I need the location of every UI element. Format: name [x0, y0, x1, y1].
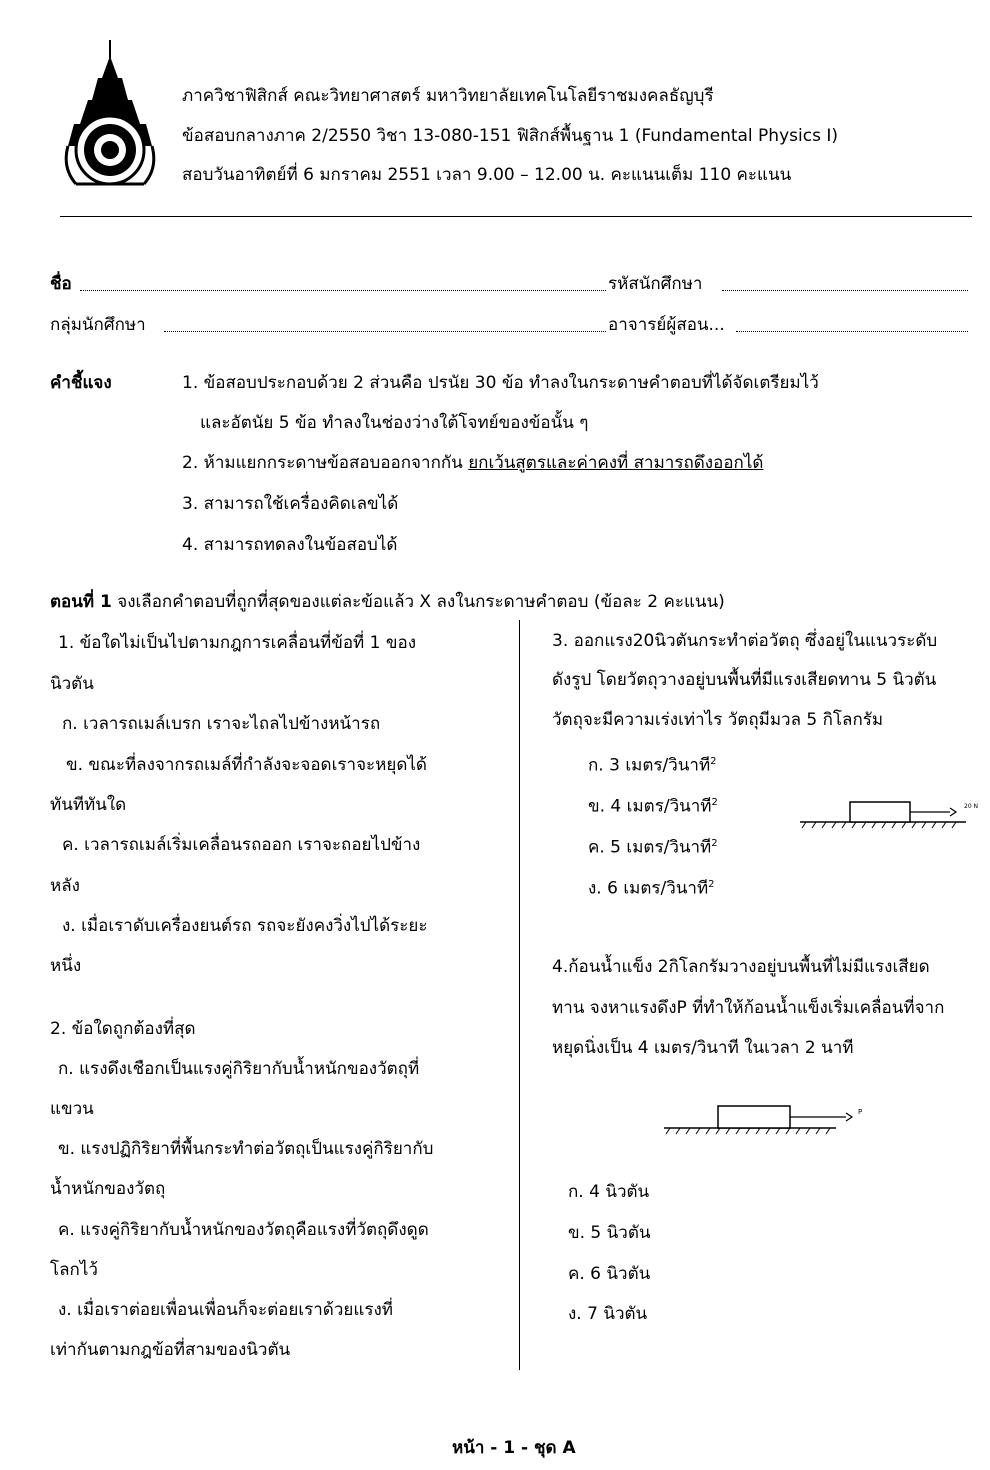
q1-option-d: ง. เมื่อเราดับเครื่องยนต์รถ รถจะยังคงวิ่งไปได้ระยะ — [62, 916, 428, 936]
instruction-item-2-text: 2. ห้ามแยกกระดาษข้อสอบออกจากกัน — [182, 453, 469, 473]
q4-arrowhead — [846, 1113, 852, 1121]
instruction-item-2-underlined: ยกเว้นสูตรและค่าคงที่ สามารถดึงออกได้ — [468, 453, 764, 473]
header-divider — [60, 216, 972, 217]
q3-option-b — [588, 791, 718, 819]
instructions-label: คำชี้แจง — [50, 373, 112, 393]
advisor-label: อาจารย์ผู้สอน... — [608, 315, 725, 335]
q3-option-d — [588, 873, 715, 901]
instruction-item-4: 4. สามารถทดลงในข้อสอบได้ — [182, 535, 398, 555]
q1-stem-cont: นิวตัน — [50, 674, 94, 694]
group-field[interactable] — [164, 317, 606, 332]
part1-heading — [50, 590, 725, 614]
q3-block — [850, 802, 910, 822]
part1-label: ตอนที่ 1 — [50, 592, 112, 612]
student-id-label: รหัสนักศึกษา — [608, 274, 703, 294]
part1-text: จงเลือกคำตอบที่ถูกที่สุดของแต่ละข้อแล้ว X ลงในกระดาษคำตอบ (ข้อละ 2 คะแนน) — [111, 592, 725, 612]
q3-stem-cont-2: วัตถุจะมีความเร่งเท่าไร วัตถุมีมวล 5 กิโลกรัม — [552, 710, 884, 730]
q3-option-c — [588, 832, 718, 860]
q4-stem: 4.ก้อนน้ำแข็ง 2กิโลกรัมวางอยู่บนพื้นที่ไม่มีแรงเสียด — [552, 957, 930, 977]
q1-option-a: ก. เวลารถเมล์เบรก เราจะไถลไปข้างหน้ารถ — [62, 714, 381, 734]
q4-option-d: ง. 7 นิวตัน — [568, 1304, 648, 1324]
header-exam-date: สอบวันอาทิตย์ที่ 6 มกราคม 2551 เวลา 9.00 – 12.00 น. คะแนนเต็ม 110 คะแนน — [182, 165, 792, 185]
name-field[interactable] — [80, 276, 606, 291]
group-label: กลุ่มนักศึกษา — [50, 315, 146, 335]
instruction-item-1-cont: และอัตนัย 5 ข้อ ทำลงในช่องว่างใต้โจทย์ของข้อนั้น ๆ — [200, 413, 589, 433]
advisor-field[interactable] — [736, 317, 968, 332]
q3-option-d-text: ง. 6 เมตร/วินาที — [588, 878, 709, 899]
q3-option-c-text: ค. 5 เมตร/วินาที — [588, 837, 712, 858]
q2-stem: 2. ข้อใดถูกต้องที่สุด — [50, 1019, 196, 1039]
q3-arrowhead — [950, 808, 956, 816]
q2-option-d-cont: เท่ากันตามกฎข้อที่สามของนิวตัน — [50, 1340, 291, 1360]
instruction-item-2 — [182, 451, 763, 475]
q3-option-c-exponent: 2 — [711, 838, 718, 849]
q3-option-b-text: ข. 4 เมตร/วินาที — [588, 796, 712, 817]
q4-option-c: ค. 6 นิวตัน — [568, 1264, 651, 1284]
q3-force-label: 20 N — [964, 803, 979, 810]
q3-option-b-exponent: 2 — [711, 797, 718, 808]
instruction-item-3: 3. สามารถใช้เครื่องคิดเลขได้ — [182, 494, 399, 514]
q2-option-c-cont: โลกไว้ — [50, 1260, 98, 1280]
q3-option-d-exponent: 2 — [708, 879, 715, 890]
q1-option-b-cont: ทันทีทันใด — [50, 795, 127, 815]
q3-option-a-exponent: 2 — [710, 756, 717, 767]
q1-option-b: ข. ขณะที่ลงจากรถเมล์ที่กำลังจะจอดเราจะหยุดได้ — [66, 755, 427, 775]
q3-stem-cont-1: ดังรูป โดยวัตถุวางอยู่บนพื้นที่มีแรงเสียดทาน 5 นิวตัน — [552, 670, 937, 690]
q3-ground-hatching — [802, 822, 956, 828]
q1-option-c: ค. เวลารถเมล์เริ่มเคลื่อนรถออก เราจะถอยไปข้าง — [62, 835, 421, 855]
q4-option-b: ข. 5 นิวตัน — [568, 1223, 651, 1243]
q2-option-b-cont: น้ำหนักของวัตถุ — [50, 1179, 166, 1199]
q4-force-label: P — [858, 1108, 863, 1116]
q1-option-c-cont: หลัง — [50, 876, 80, 896]
university-seal-logo — [62, 38, 158, 188]
q3-figure-block-on-surface — [796, 796, 986, 832]
page-footer: หน้า - 1 - ชุด A — [452, 1438, 576, 1458]
instruction-item-1: 1. ข้อสอบประกอบด้วย 2 ส่วนคือ ปรนัย 30 ข้อ ทำลงในกระดาษคำตอบที่ได้จัดเตรียมไว้ — [182, 373, 819, 393]
q2-option-c: ค. แรงคู่กิริยากับน้ำหนักของวัตถุคือแรงที่วัตถุดึงดูด — [58, 1220, 429, 1240]
q2-option-d: ง. เมื่อเราต่อยเพื่อนเพื่อนก็จะต่อยเราด้วยแรงที่ — [58, 1300, 393, 1320]
q3-stem: 3. ออกแรง20นิวตันกระทำต่อวัตถุ ซึ่งอยู่ในแนวระดับ — [552, 631, 938, 651]
student-id-field[interactable] — [722, 276, 968, 291]
header-exam-title: ข้อสอบกลางภาค 2/2550 วิชา 13-080-151 ฟิสิกส์พื้นฐาน 1 (Fundamental Physics I) — [182, 126, 838, 146]
name-label: ชื่อ — [50, 274, 72, 294]
q1-option-d-cont: หนึ่ง — [50, 956, 82, 976]
q3-option-a — [588, 750, 717, 778]
q1-stem: 1. ข้อใดไม่เป็นไปตามกฎการเคลื่อนที่ข้อที่ 1 ของ — [58, 633, 417, 653]
q4-stem-cont-1: ทาน จงหาแรงดึงP ที่ทำให้ก้อนน้ำแข็งเริ่มเคลื่อนที่จาก — [552, 998, 945, 1018]
q2-option-a-cont: แขวน — [50, 1099, 94, 1119]
column-divider — [519, 620, 520, 1370]
q4-ice-block — [718, 1106, 790, 1128]
q4-ground-hatching — [666, 1128, 830, 1134]
q4-stem-cont-2: หยุดนิ่งเป็น 4 เมตร/วินาที ในเวลา 2 นาที — [552, 1038, 854, 1058]
q4-figure-ice-block — [660, 1100, 870, 1138]
header-department: ภาควิชาฟิสิกส์ คณะวิทยาศาสตร์ มหาวิทยาลัยเทคโนโลยีราชมงคลธัญบุรี — [182, 86, 714, 106]
q4-option-a: ก. 4 นิวตัน — [568, 1182, 650, 1202]
q3-option-a-text: ก. 3 เมตร/วินาที — [588, 755, 711, 776]
q2-option-b: ข. แรงปฏิกิริยาที่พื้นกระทำต่อวัตถุเป็นแรงคู่กิริยากับ — [58, 1139, 434, 1159]
q2-option-a: ก. แรงดึงเชือกเป็นแรงคู่กิริยากับน้ำหนักของวัตถุที่ — [58, 1059, 420, 1079]
